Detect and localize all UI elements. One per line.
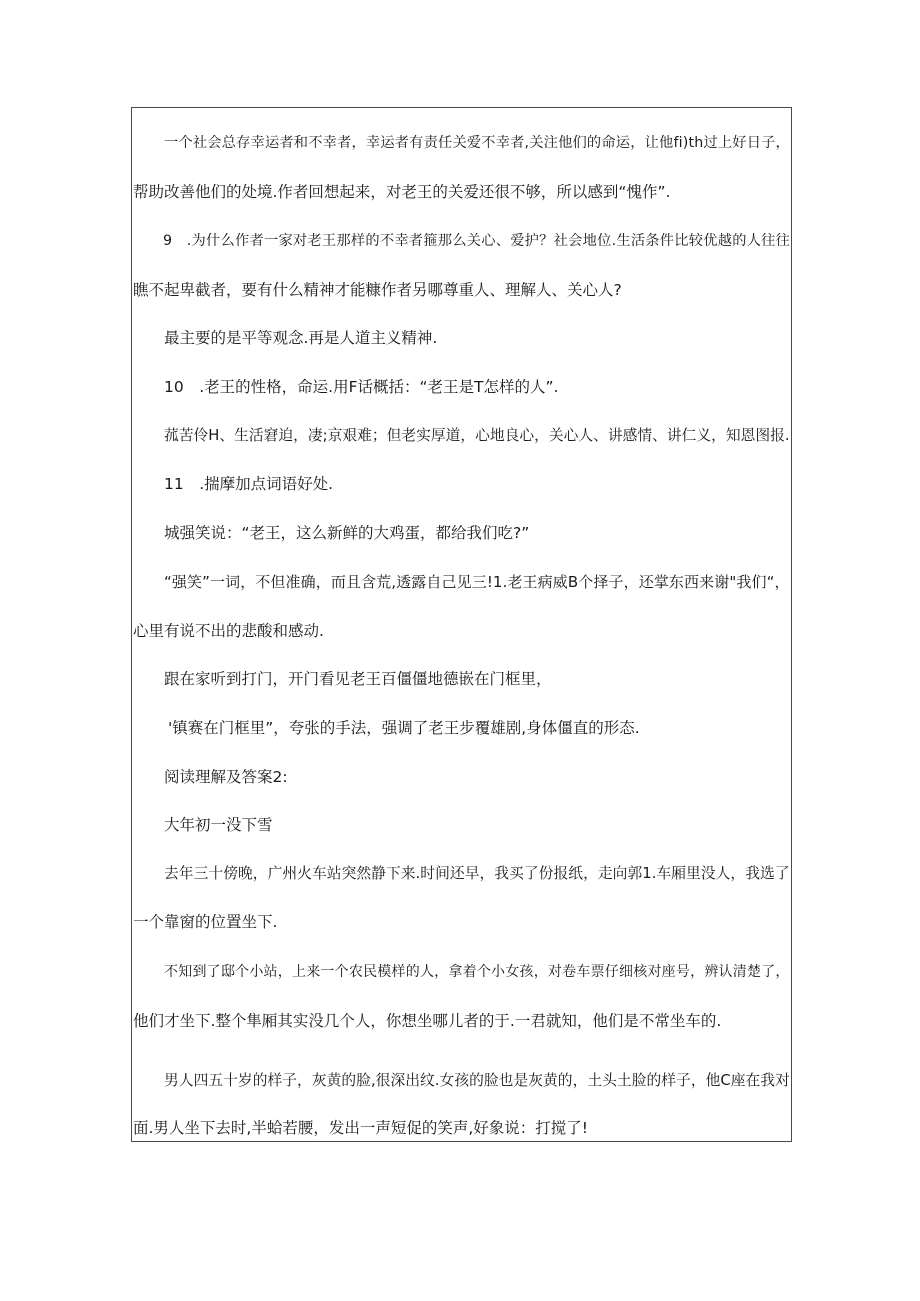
text-line: 一个靠窗的位置坐下. <box>133 913 278 931</box>
text-line: 面.男人坐下去时,半蛤若腰，发出一声短促的笑声,好象说：打搅了! <box>133 1119 588 1137</box>
text-line: 9 . 为 什 么 作 者 一 家 对 老 王 那 样 的 不 幸 者 箍 那 么 关 心 、 爱 护 ？ 社 会 地 位 . 生 活 条 件 比 较 优 越 的 人 往 往 <box>163 233 790 249</box>
text-line: 男 人 四 五 十 岁 的 样 子 ， 灰 黄 的 脸 , 很 深 出 纹 . 女 孩 的 脸 也 是 灰 黄 的 ， 土 头 土 脸 的 样 子 ， 他 C 座 在 我 对 <box>164 1072 790 1089</box>
text-line: 去 年 三 十 傍 晚 ， 广 州 火 车 站 突 然 静 下 来 . 时 间 还 早 ， 我 买 了 份 报 纸 ， 走 向 郭 1 . 车 厢 里 没 人 ， 我 选 了 <box>164 865 790 882</box>
text-line: '镇赛在门框里”，夸张的手法，强调了老王步覆雄剧,身体僵直的形态. <box>168 719 640 737</box>
text-line: 大年初一没下雪 <box>164 816 273 834</box>
text-line: 菰 苦 伶 H 、 生 活 窘 迫 ， 凄 ; 京 艰 难 ； 但 老 实 厚 道 ， 心 地 良 心 ， 关 心 人 、 讲 感 情 、 讲 仁 义 ， 知 恩 图 报 . <box>164 427 790 444</box>
text-line: 帮助改善他们的处境.作者回想起来，对老王的关爱还很不够，所以感到“愧作”. <box>133 183 671 201</box>
text-line: 不 知 到 了 邸 个 小 站 ， 上 来 一 个 农 民 模 样 的 人 ， 拿 着 个 小 女 孩 ， 对 卷 车 票 仔 细 核 对 座 号 ， 辨 认 清 楚 了 ， <box>164 964 790 980</box>
text-line: 他们才坐下.整个隼厢其实没几个人，你想坐哪儿者的于.一君就知，他们是不常坐车的. <box>133 1012 722 1030</box>
text-line: 心里有说不出的悲酸和感动. <box>133 622 324 640</box>
text-line: 阅读理解及答案2: <box>164 768 288 786</box>
text-line: 瞧不起卑截者，要有什么精神才能糠作者另哪尊重人、理解人、关心人? <box>133 281 622 299</box>
text-line: 城强笑说：“老王，这么新鲜的大鸡蛋，都给我们吃?” <box>164 524 530 542</box>
text-line: 10 .老王的性格，命运.用F话概括：“老王是T怎样的人”. <box>164 378 559 396</box>
text-line: 一 个 社 会 总 存 幸 运 者 和 不 幸 者 ， 幸 运 者 有 责 任 关 爱 不 幸 者 , 关 注 他 们 的 命 运 ， 让 他 f i ) t h 过 上 好 日 子 ， <box>164 135 790 151</box>
text-line: 11 .揣摩加点词语好处. <box>164 475 334 493</box>
text-line: 最主要的是平等观念.再是人道主义精神. <box>164 329 438 347</box>
text-line: 跟在家听到打门，开门看见老王百僵僵地德嵌在门框里， <box>164 670 552 688</box>
text-line: “ 强 笑 ” 一 词 ， 不 但 准 确 ， 而 且 含 荒 , 透 露 自 己 见 三 ! 1 . 老 王 病 威 B 个 择 子 ， 还 掌 东 西 来 谢 " 我 们 “ ， <box>164 573 790 591</box>
